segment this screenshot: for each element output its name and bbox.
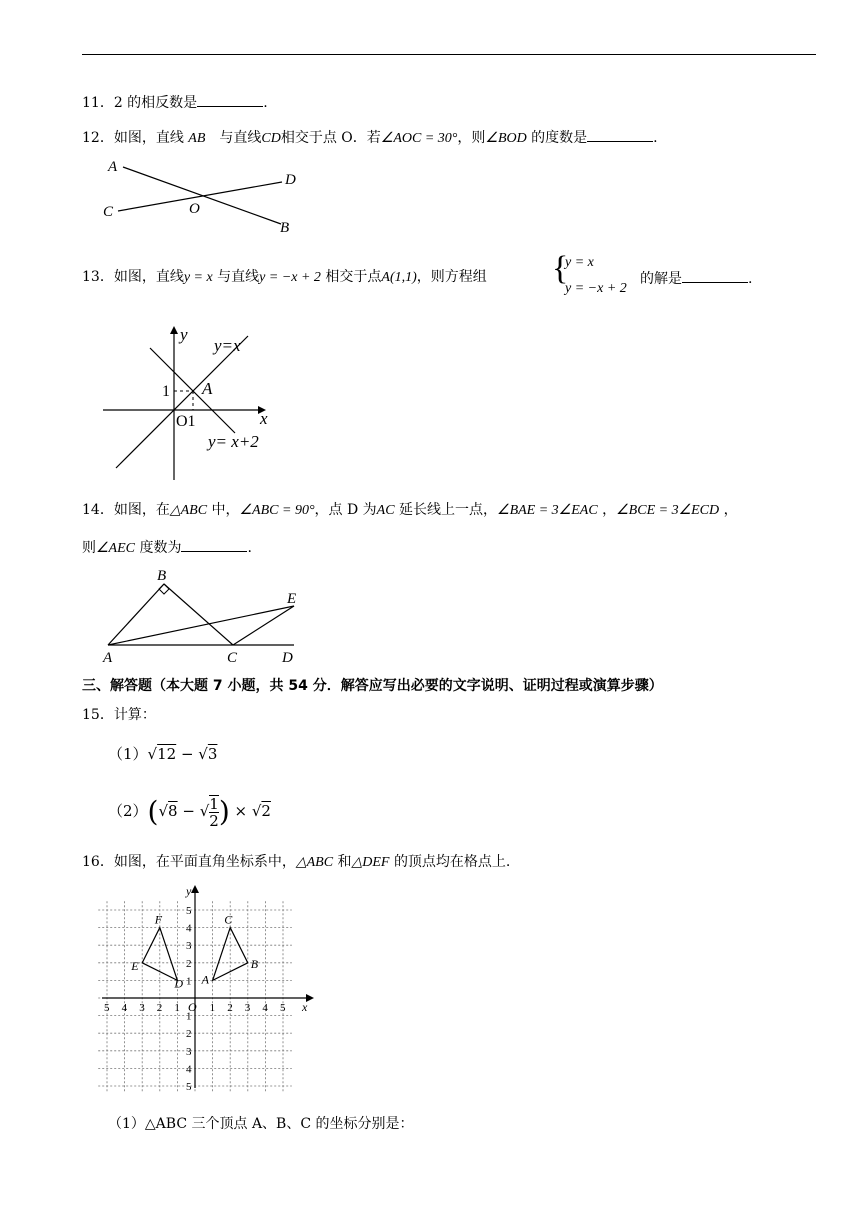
point-A-label: A [202, 379, 213, 398]
label-D: D [282, 650, 293, 666]
y-tick-label: 3 [186, 1045, 192, 1058]
question-15: 15．计算： [82, 707, 156, 723]
axis-x-label: x [260, 409, 268, 428]
x-tick-label: 1 [174, 1002, 180, 1014]
axis-x-label: x [302, 1000, 308, 1014]
answer-blank [587, 127, 653, 142]
question-16: 16．如图，在平面直角坐标系中，△ABC 和△DEF 的顶点均在格点上. [82, 854, 511, 870]
x-tick-label: 3 [244, 1002, 251, 1014]
question-11: 11．2 的相反数是 . [82, 92, 268, 112]
system-eq-2: y = −x + 2 [565, 281, 627, 296]
y-tick-label: 1 [186, 975, 192, 988]
question-text: 2 的相反数是 [113, 95, 198, 111]
label-A: A [108, 159, 118, 175]
question-number: 14． [82, 502, 114, 518]
label-F: F [154, 912, 163, 927]
label-C: C [227, 650, 238, 666]
y-tick-label: 5 [186, 1081, 192, 1093]
label-O: O [189, 201, 200, 217]
x-tick-label: 5 [280, 1002, 286, 1014]
label-D: D [174, 976, 184, 991]
axis-y-label: y [186, 884, 192, 898]
figure-q14-triangle [98, 566, 318, 666]
question-14: 14．如图，在△ABC 中，∠ABC = 90°，点 D 为AC 延长线上一点，∠BAE = 3∠EAC ，∠BCE = 3∠ECD ， [82, 502, 738, 518]
y-tick-label: 4 [186, 1063, 192, 1076]
y-tick-label: 2 [186, 957, 192, 970]
figure-q13-graph [98, 320, 278, 485]
x-tick-label: 1 [209, 1002, 216, 1014]
question-number: 15． [82, 707, 114, 723]
x-tick-label: 5 [104, 1002, 110, 1014]
origin-label: O1 [176, 413, 196, 430]
line-label-y-eq-neg-x-plus-2: y= x+2 [208, 432, 259, 451]
answer-blank [197, 92, 263, 107]
question-12: 12．如图，直线 AB 与直线CD相交于点 O．若∠AOC = 30°，则∠BOD 的度数是 . [82, 127, 658, 148]
x-tick-label: 3 [139, 1002, 145, 1014]
axis-y-label: y [180, 325, 188, 344]
question-13: 13．如图，直线y = x 与直线y = −x + 2 相交于点A(1,1)，则方程组 [82, 269, 487, 285]
label-E: E [287, 591, 297, 607]
y-tick-label: 4 [186, 922, 192, 935]
tick-1: 1 [162, 383, 170, 400]
label-B: B [280, 220, 290, 236]
label-E: E [131, 958, 139, 973]
label-A: A [103, 650, 113, 666]
figure-q16-coordinate-grid [98, 883, 318, 1093]
header-rule [82, 54, 816, 55]
answer-blank [682, 268, 748, 283]
x-tick-label: 4 [262, 1002, 268, 1014]
q15-part-2: （2）(√8 − √ $\frac{1}{2}$ ) × √2 [108, 795, 271, 830]
y-tick-label: 2 [186, 1028, 192, 1041]
label-D: D [285, 172, 296, 188]
figure-q12-intersecting-lines [98, 155, 308, 237]
question-number: 16． [82, 854, 114, 870]
question-number: 11． [82, 95, 114, 111]
origin-label: O [188, 1000, 197, 1014]
label-C: C [224, 912, 233, 927]
label-A: A [201, 972, 209, 987]
line-label-y-eq-x: y=x [214, 336, 241, 355]
question-13-tail: 的解是 . [640, 268, 752, 288]
y-tick-label: 3 [186, 940, 192, 953]
label-B: B [157, 568, 167, 584]
question-14-line2: 则∠AEC 度数为 . [82, 537, 252, 558]
question-number: 13． [82, 269, 114, 285]
x-tick-label: 2 [156, 1002, 163, 1014]
q16-subquestion-1: （1）△ABC 三个顶点 A、B、C 的坐标分别是： [108, 1116, 414, 1132]
equation-system-brace: { [552, 250, 569, 287]
answer-blank [181, 537, 247, 552]
q15-part-1: （1）√12 − √3 [108, 745, 218, 763]
question-number: 12． [82, 130, 114, 146]
label-C: C [103, 204, 114, 220]
x-tick-label: 2 [227, 1002, 233, 1014]
x-tick-label: 4 [121, 1002, 128, 1014]
section-3-heading: 三、解答题（本大题 7 小题，共 54 分．解答应写出必要的文字说明、证明过程或演算步骤） [82, 678, 663, 694]
system-eq-1: y = x [565, 255, 594, 270]
y-tick-label: 1 [186, 1010, 192, 1023]
label-B: B [250, 956, 259, 971]
y-tick-label: 5 [186, 905, 192, 917]
